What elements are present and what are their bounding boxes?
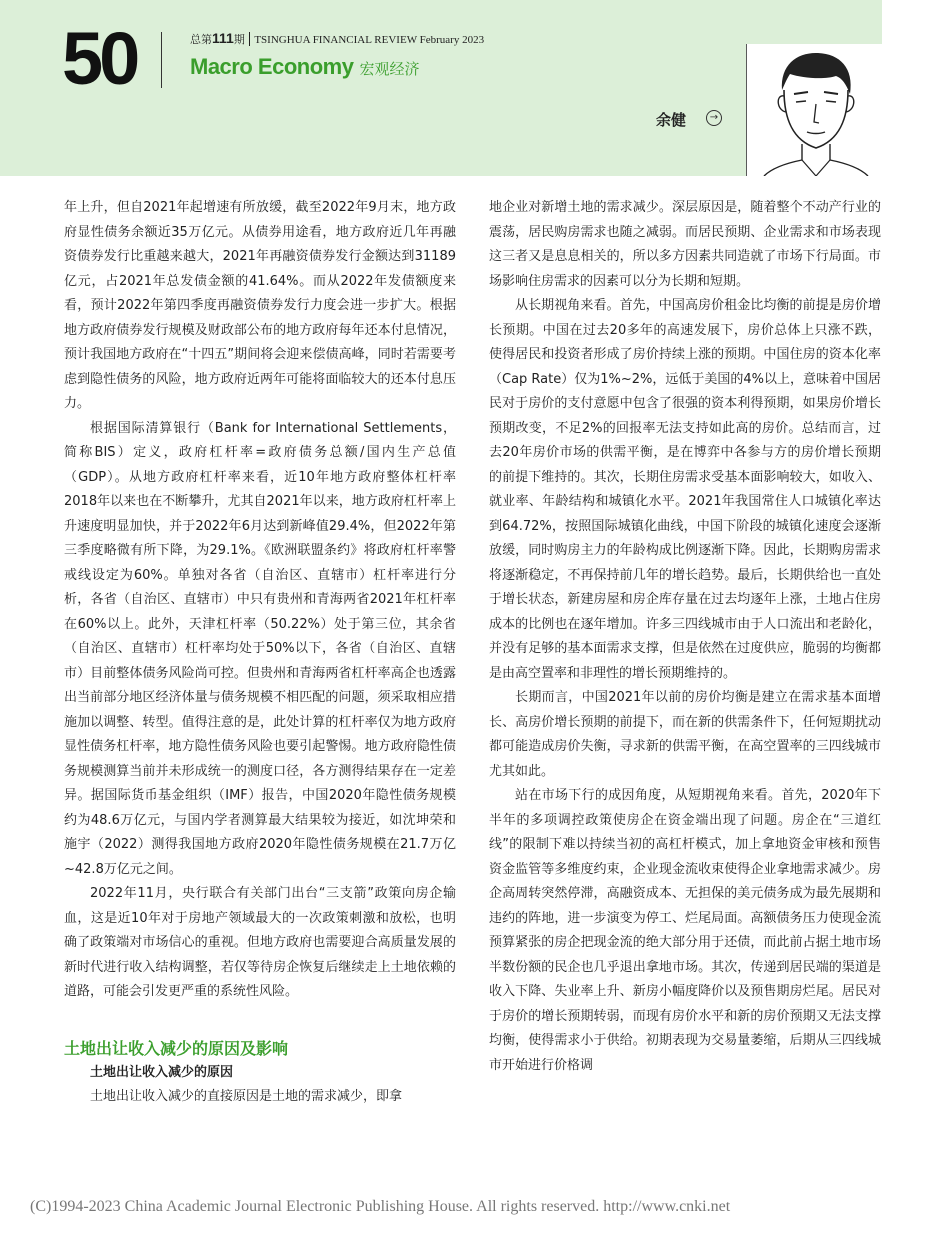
left-paragraph-4: 土地出让收入减少的直接原因是土地的需求减少，即拿 <box>90 1088 403 1104</box>
copyright-footer: (C)1994-2023 China Academic Journal Electronic Publishing House. All rights reserved. http://www.cnki.net <box>30 1198 731 1215</box>
left-column <box>64 196 456 1109</box>
section-title-en: Macro Economy <box>190 54 354 79</box>
right-column <box>489 196 881 1078</box>
section-gap <box>64 1005 456 1037</box>
issue-number: 111 <box>212 30 234 46</box>
issue-separator <box>249 32 251 46</box>
arrow-right-circle-icon[interactable]: → <box>706 110 722 126</box>
issue-suffix: 期 <box>233 34 245 46</box>
right-paragraph-4: 站在市场下行的成因角度，从短期视角来看。首先，2020年下半年的多项调控政策使房企在资金端出现了问题。房企在“三道红线”的限制下难以持续当初的高杠杆模式，加上拿地资金审核和预售资金监管等多维度约束，企业现金流收束使得企业拿地需求减少。房企高周转突然停滞，高融资成本、无担保的美元债务成为最先展期和违约的阵地，进一步演变为停工、烂尾局面。高额债务压力使现金流预算紧张的房企把现金流的绝大部分用于还债，而此前占据土地市场半数份额的民企也几乎退出拿地市场。其次，传递到居民端的渠道是收入下降、失业率上升、新房小幅度降价以及预售期房烂尾。居民对于房价的增长预期转弱，而现有房价水平和新的房价预期又无法支撑均衡，使得需求小于供给。初期表现为交易量萎缩，后期从三四线城市开始进行价格调 <box>489 788 881 1073</box>
left-paragraph-2: 根据国际清算银行（Bank for International Settlements，简称BIS）定义，政府杠杆率=政府债务总额/国内生产总值（GDP）。从地方政府杠杆率来看，近10年地方政府整体杠杆率2018年以来也在不断攀升，尤其自2021年以来，地方政府杠杆率上升速度明显加快，并于2022年6月达到新峰值29.4%，但2022年第三季度略微有所下降，为29.1%。《欧洲联盟条约》将政府杠杆率警戒线设定为60%。单独对各省（自治区、直辖市）杠杆率进行分析，各省（自治区、直辖市）中只有贵州和青海两省2021年杠杆率在60%以上。此外，天津杠杆率（50.22%）处于第三位，其余省（自治区、直辖市）杠杆率均处于50%以下，各省（自治区、直辖市）目前整体债务风险尚可控。但贵州和青海两省杠杆率高企也透露出当前部分地区经济体量与债务规模不相匹配的问题，须采取相应措施加以调整、转型。值得注意的是，此处计算的杠杆率仅为地方政府显性债务杠杆率，地方隐性债务风险也要引起警惕。地方政府隐性债务规模测算当前并未形成统一的测度口径，各方测得结果存在一定差异。据国际货币基金组织（IMF）报告，中国2020年隐性债务规模约为48.6万亿元，与国内学者测算最大结果较为接近，如沈坤荣和施宇（2022）测得我国地方政府2020年隐性债务规模在21.7万亿~42.8万亿元之间。 <box>64 420 456 877</box>
left-paragraph-3: 2022年11月，央行联合有关部门出台“三支箭”政策向房企输血，这是近10年对于房地产领域最大的一次政策刺激和放松，也明确了政策端对市场信心的重视。但地方政府也需要迎合高质量发展的新时代进行收入结构调整，若仅等待房企恢复后继续走上土地依赖的道路，可能会引发更严重的系统性风险。 <box>64 886 456 999</box>
page-number: 50 <box>62 17 137 100</box>
author-name: 余健 <box>656 111 687 129</box>
left-paragraph-1: 年上升，但自2021年起增速有所放缓，截至2022年9月末，地方政府显性债务余额近35万亿元。从债券用途看，地方政府近几年再融资债券发行比重越来越大，2021年再融资债券发行金额达到31189亿元，占2021年总发债金额的41.64%。而从2022年发债额度来看，预计2022年第四季度再融资债券发行力度会进一步扩大。根据地方政府债券发行规模及财政部公布的地方政府每年还本付息情况，预计我国地方政府在“十四五”期间将会迎来偿债高峰，同时若需要考虑到隐性债务的风险，地方政府近两年可能将面临较大的还本付息压力。 <box>64 200 456 411</box>
header-divider <box>161 32 162 88</box>
right-paragraph-1: 地企业对新增土地的需求减少。深层原因是，随着整个不动产行业的震荡，居民购房需求也随之减弱。而居民预期、企业需求和市场表现这三者又是息息相关的，所以多方因素共同造就了市场下行局面。市场影响住房需求的因素可以分为长期和短期。 <box>489 200 881 289</box>
section-subheading: 土地出让收入减少的原因 <box>90 1064 234 1080</box>
right-paragraph-2: 从长期视角来看。首先，中国高房价租金比均衡的前提是房价增长预期。中国在过去20多年的高速发展下，房价总体上只涨不跌，使得居民和投资者形成了房价持续上涨的预期。中国住房的资本化率（Cap Rate）仅为1%~2%，远低于美国的4%以上，意味着中国居民对于房价的支付意愿中包含了很强的资本利得预期，如果房价增长预期改变，不足2%的回报率无法支持如此高的房价。总结而言，过去20年房价市场的供需平衡，是在博弈中各参与方的房价增长预期的前提下维持的。其次，长期住房需求受基本面影响较大，如收入、就业率、年龄结构和城镇化水平。2021年我国常住人口城镇化率达到64.72%，按照国际城镇化曲线，中国下阶段的城镇化速度会逐渐放缓，同时购房主力的年龄构成比例逐渐下降。因此，长期购房需求将逐渐稳定，不再保持前几年的增长趋势。最后，长期供给也一直处于增长状态，新建房屋和房企库存量在过去均逐年上涨，土地占住房成本的比例也在逐年增加。许多三四线城市由于人口流出和老龄化，并没有足够的基本面需求支撑，但是依然在过度供应，脆弱的均衡都是由高空置率和非理性的增长预期维持的。 <box>489 298 881 681</box>
issue-line <box>190 30 484 47</box>
section-title <box>190 54 419 80</box>
right-paragraph-3: 长期而言，中国2021年以前的房价均衡是建立在需求基本面增长、高房价增长预期的前提下，而在新的供需条件下，任何短期扰动都可能造成房价失衡，寻求新的供需平衡，在高空置率的三四线城市尤其如此。 <box>489 690 881 779</box>
journal-name: TSINGHUA FINANCIAL REVIEW February 2023 <box>254 34 485 46</box>
author-portrait <box>746 44 882 176</box>
issue-prefix: 总第 <box>190 34 212 46</box>
section-title-cn: 宏观经济 <box>359 60 420 78</box>
section-heading: 土地出让收入减少的原因及影响 <box>64 1038 289 1058</box>
